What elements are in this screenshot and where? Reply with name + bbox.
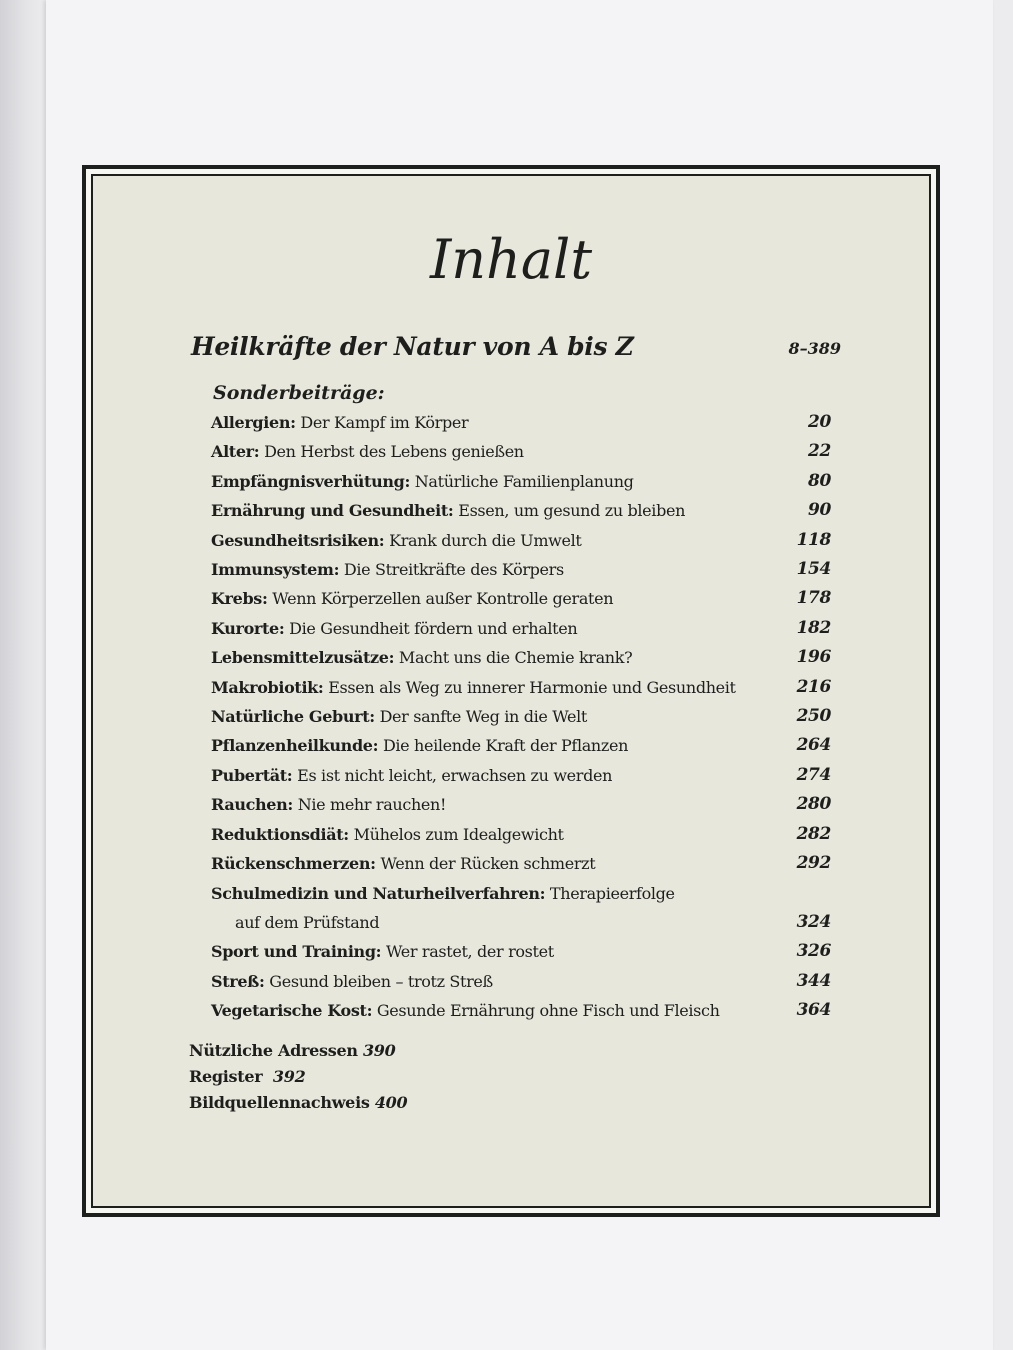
toc-entry-page: 326: [796, 941, 831, 962]
toc-entry-subtitle: Essen, um gesund zu bleiben: [458, 501, 686, 521]
toc-entry-page: 90: [808, 500, 831, 521]
special-articles-list: [211, 408, 831, 1026]
toc-entry-subtitle: Therapieerfolge: [549, 883, 675, 903]
toc-entry-topic: Lebensmittelzusätze:: [211, 648, 395, 668]
toc-entry-topic: Sport und Training:: [211, 942, 382, 962]
appendix-entry-page: 400: [374, 1093, 408, 1112]
toc-entry-page: 154: [796, 559, 831, 580]
appendix-entry-page: 390: [362, 1041, 396, 1060]
appendix-entry-label: Register: [189, 1067, 263, 1086]
toc-entry-topic: Pubertät:: [211, 765, 293, 785]
special-articles-heading: Sonderbeiträge:: [213, 382, 385, 404]
toc-entry-topic: Rückenschmerzen:: [211, 854, 376, 874]
toc-entry-subtitle: Gesund bleiben – trotz Streß: [269, 971, 493, 991]
toc-entry-subtitle: Der sanfte Weg in die Welt: [379, 707, 587, 727]
toc-entry: [211, 967, 831, 996]
appendix-entry: [189, 1064, 407, 1090]
toc-entry-page: 216: [796, 676, 831, 697]
toc-entry-topic: Streß:: [211, 971, 265, 991]
toc-entry-page: 250: [796, 706, 831, 727]
toc-entry-subtitle: Die Streitkräfte des Körpers: [343, 560, 564, 580]
toc-entry-subtitle: Macht uns die Chemie krank?: [398, 648, 633, 668]
toc-entry: [211, 731, 831, 760]
toc-entry-topic: Krebs:: [211, 589, 268, 609]
toc-entry-topic: Pflanzenheilkunde:: [211, 736, 379, 756]
appendix-entry: [189, 1090, 407, 1116]
toc-entry-topic: Vegetarische Kost:: [211, 1001, 373, 1021]
toc-entry-page: 280: [796, 794, 831, 815]
toc-entry-subtitle: Die heilende Kraft der Pflanzen: [382, 736, 629, 756]
toc-entry-topic: Kurorte:: [211, 618, 285, 638]
appendix-entry-label: Bildquellennachweis: [189, 1093, 370, 1112]
toc-entry-topic: Allergien:: [211, 413, 296, 432]
toc-entry-topic: Natürliche Geburt:: [211, 707, 375, 727]
toc-entry: [211, 996, 831, 1025]
toc-entry-subtitle-continued: auf dem Prüfstand: [235, 912, 380, 932]
toc-entry-topic: Gesundheitsrisiken:: [211, 530, 385, 550]
toc-entry-page: 22: [808, 441, 831, 462]
toc-entry-page: 274: [796, 764, 831, 785]
toc-entry-subtitle: Wer rastet, der rostet: [385, 942, 554, 962]
toc-entry-page: 118: [796, 529, 831, 550]
toc-entry: [211, 673, 831, 702]
toc-entry-topic: Immunsystem:: [211, 560, 340, 580]
toc-entry: [211, 643, 831, 672]
toc-entry-subtitle: Krank durch die Umwelt: [389, 530, 582, 550]
toc-entry-subtitle: Es ist nicht leicht, erwachsen zu werden: [297, 765, 613, 785]
toc-entry-page: 264: [796, 735, 831, 756]
toc-entry-subtitle: Der Kampf im Körper: [300, 413, 469, 432]
toc-entry: [211, 408, 831, 437]
toc-entry: [211, 555, 831, 584]
toc-entry: [211, 879, 831, 938]
toc-entry-topic: Makrobiotik:: [211, 677, 324, 697]
toc-entry-topic: Alter:: [211, 442, 260, 462]
toc-entry-subtitle: Wenn Körperzellen außer Kontrolle geraten: [272, 589, 614, 609]
toc-entry: [211, 849, 831, 878]
main-section-row: [191, 329, 841, 369]
toc-entry-page: 344: [796, 970, 831, 991]
main-section-pages: 8–389: [788, 339, 841, 358]
toc-entry-page: 196: [796, 647, 831, 668]
toc-entry: [211, 820, 831, 849]
appendix-entry-page: 392: [272, 1067, 306, 1086]
toc-entry-page: 292: [796, 853, 831, 874]
toc-entry-page: 364: [796, 1000, 831, 1021]
toc-entry: [211, 526, 831, 555]
toc-entry-page: 178: [796, 588, 831, 609]
toc-entry-page: 182: [796, 617, 831, 638]
toc-entry-subtitle: Wenn der Rücken schmerzt: [380, 854, 596, 874]
contents-panel: [91, 174, 931, 1208]
toc-entry: [211, 437, 831, 466]
toc-entry: [211, 790, 831, 819]
toc-entry: [211, 467, 831, 496]
toc-entry-page: 324: [796, 911, 831, 932]
toc-entry-subtitle: Mühelos zum Idealgewicht: [353, 824, 564, 844]
toc-entry-topic: Rauchen:: [211, 795, 293, 815]
toc-entry-subtitle: Den Herbst des Lebens genießen: [264, 442, 524, 462]
toc-entry: [211, 584, 831, 613]
toc-entry-topic: Reduktionsdiät:: [211, 824, 349, 844]
toc-entry: [211, 761, 831, 790]
toc-entry-subtitle: Nie mehr rauchen!: [297, 795, 447, 815]
toc-entry-topic: Empfängnisverhütung:: [211, 471, 411, 491]
toc-entry-subtitle: Natürliche Familienplanung: [414, 471, 634, 491]
toc-entry: [211, 496, 831, 525]
appendix-entry-label: Nützliche Adressen: [189, 1041, 358, 1060]
toc-entry-page: 20: [808, 412, 831, 432]
appendix-list: [189, 1038, 407, 1116]
toc-entry-topic: Schulmedizin und Naturheilverfahren:: [211, 883, 546, 903]
contents-frame: [82, 165, 940, 1217]
toc-entry-topic: Ernährung und Gesundheit:: [211, 501, 454, 521]
toc-entry: [211, 937, 831, 966]
toc-entry-page: 80: [808, 470, 831, 491]
appendix-entry: [189, 1038, 407, 1064]
toc-entry-subtitle: Die Gesundheit fördern und erhalten: [289, 618, 578, 638]
main-section-title: Heilkräfte der Natur von A bis Z: [191, 332, 634, 361]
left-page-edge: [0, 0, 52, 1350]
toc-entry-subtitle: Gesunde Ernährung ohne Fisch und Fleisch: [376, 1001, 720, 1021]
toc-entry-page: 282: [796, 823, 831, 844]
page-title: Inhalt: [429, 228, 593, 291]
toc-entry: [211, 614, 831, 643]
toc-entry: [211, 702, 831, 731]
toc-entry-subtitle: Essen als Weg zu innerer Harmonie und Gesundheit: [328, 677, 736, 697]
